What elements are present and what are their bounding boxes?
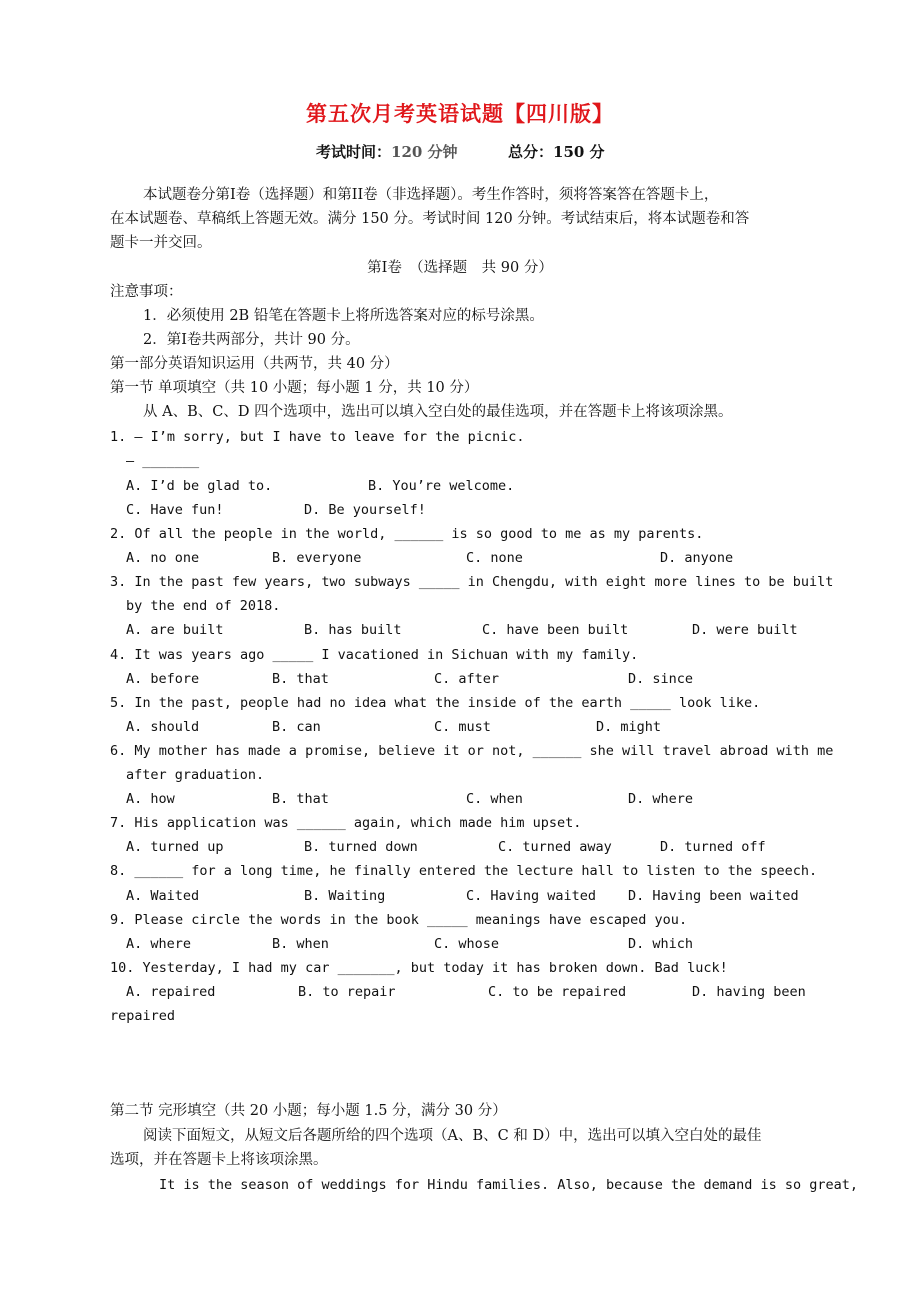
question-8-option-a: A. Waited xyxy=(126,888,200,904)
question-4-option-c: C. after xyxy=(434,671,500,687)
volume1-heading: 第Ⅰ卷 （选择题 共 90 分） xyxy=(367,260,553,276)
question-1-option-d: D. Be yourself! xyxy=(304,502,426,518)
question-9-option-b: B. when xyxy=(272,936,329,952)
question-6-option-b: B. that xyxy=(272,791,329,807)
total-label: 总分： xyxy=(508,143,554,161)
question-4-option-a: A. before xyxy=(126,671,200,687)
question-9-option-a: A. where xyxy=(126,936,192,952)
question-1-option-b: B. You’re welcome. xyxy=(368,478,515,494)
question-10-option-a: A. repaired xyxy=(126,984,216,1000)
total-value: 150 分 xyxy=(553,143,605,161)
question-8-option-c: C. Having waited xyxy=(466,888,597,904)
question-2-stem: 2. Of all the people in the world, ______ is so good to me as my parents. xyxy=(110,526,704,542)
question-3-stem: 3. In the past few years, two subways _____ in Chengdu, with eight more lines to be built xyxy=(110,574,834,590)
question-10-option-d-wrap: repaired xyxy=(110,1008,176,1024)
question-7-option-a: A. turned up xyxy=(126,839,224,855)
question-10-option-d: D. having been xyxy=(692,984,806,1000)
exam-meta xyxy=(316,141,605,162)
passage-first-line: It is the season of weddings for Hindu families. Also, because the demand is so great, xyxy=(159,1177,858,1193)
note-2: 2．第Ⅰ卷共两部分，共计 90 分。 xyxy=(143,332,360,348)
question-7-option-c: C. turned away xyxy=(498,839,612,855)
question-5-stem: 5. In the past, people had no idea what the inside of the earth _____ look like. xyxy=(110,695,761,711)
question-1-option-c: C. Have fun! xyxy=(126,502,224,518)
question-10-option-c: C. to be repaired xyxy=(488,984,627,1000)
question-6-option-a: A. how xyxy=(126,791,175,807)
question-3-stem-2: by the end of 2018. xyxy=(126,598,281,614)
question-6-stem: 6. My mother has made a promise, believe it or not, ______ she will travel abroad with me xyxy=(110,743,834,759)
question-3-option-b: B. has built xyxy=(304,622,402,638)
question-7-option-b: B. turned down xyxy=(304,839,418,855)
intro-line-1: 本试题卷分第Ⅰ卷（选择题）和第II卷（非选择题）。考生作答时，须将答案答在答题卡上， xyxy=(143,187,719,203)
question-6-option-d: D. where xyxy=(628,791,694,807)
section1-instructions: 从 A、B、C、D 四个选项中，选出可以填入空白处的最佳选项，并在答题卡上将该项涂黑。 xyxy=(143,404,733,420)
question-3-option-a: A. are built xyxy=(126,622,224,638)
question-9-option-c: C. whose xyxy=(434,936,500,952)
question-2-option-a: A. no one xyxy=(126,550,200,566)
question-6-option-c: C. when xyxy=(466,791,523,807)
section2-instructions-1: 阅读下面短文，从短文后各题所给的四个选项（A、B、C 和 D）中，选出可以填入空白处的最佳 xyxy=(143,1128,762,1144)
question-3-option-d: D. were built xyxy=(692,622,798,638)
total-score xyxy=(508,141,605,162)
question-1-stem-2: — _______ xyxy=(126,453,200,469)
question-7-option-d: D. turned off xyxy=(660,839,766,855)
question-2-option-c: C. none xyxy=(466,550,523,566)
notes-label: 注意事项： xyxy=(110,284,183,300)
question-2-option-b: B. everyone xyxy=(272,550,362,566)
question-5-option-c: C. must xyxy=(434,719,491,735)
question-10-stem: 10. Yesterday, I had my car _______, but today it has broken down. Bad luck! xyxy=(110,960,728,976)
part1-heading: 第一部分英语知识运用（共两节，共 40 分） xyxy=(110,356,399,372)
question-10-option-b: B. to repair xyxy=(298,984,396,1000)
note-1: 1．必须使用 2B 铅笔在答题卡上将所选答案对应的标号涂黑。 xyxy=(143,308,544,324)
question-4-stem: 4. It was years ago _____ I vacationed in Sichuan with my family. xyxy=(110,647,639,663)
question-3-option-c: C. have been built xyxy=(482,622,629,638)
question-5-option-a: A. should xyxy=(126,719,200,735)
question-9-stem: 9. Please circle the words in the book _____ meanings have escaped you. xyxy=(110,912,688,928)
time-value: 120 分钟 xyxy=(391,143,458,161)
question-1-option-a: A. I’d be glad to. xyxy=(126,478,273,494)
intro-line-3: 题卡一并交回。 xyxy=(110,235,212,251)
section1-heading: 第一节 单项填空（共 10 小题；每小题 1 分，共 10 分） xyxy=(110,380,479,396)
question-7-stem: 7. His application was ______ again, which made him upset. xyxy=(110,815,582,831)
question-8-option-b: B. Waiting xyxy=(304,888,386,904)
question-6-stem-2: after graduation. xyxy=(126,767,265,783)
question-8-option-d: D. Having been waited xyxy=(628,888,799,904)
question-8-stem: 8. ______ for a long time, he finally entered the lecture hall to listen to the speech. xyxy=(110,863,818,879)
question-5-option-b: B. can xyxy=(272,719,321,735)
time-label: 考试时间： xyxy=(316,143,392,161)
question-1-stem: 1. — I’m sorry, but I have to leave for the picnic. xyxy=(110,429,525,445)
intro-line-2: 在本试题卷、草稿纸上答题无效。满分 150 分。考试时间 120 分钟。考试结束后，将本试题卷和答 xyxy=(110,211,750,227)
question-5-option-d: D. might xyxy=(596,719,662,735)
section2-heading: 第二节 完形填空（共 20 小题；每小题 1.5 分，满分 30 分） xyxy=(110,1103,507,1119)
question-9-option-d: D. which xyxy=(628,936,694,952)
question-4-option-d: D. since xyxy=(628,671,694,687)
question-4-option-b: B. that xyxy=(272,671,329,687)
exam-title: 第五次月考英语试题【四川版】 xyxy=(306,101,614,126)
section2-instructions-2: 选项，并在答题卡上将该项涂黑。 xyxy=(110,1152,328,1168)
question-2-option-d: D. anyone xyxy=(660,550,734,566)
